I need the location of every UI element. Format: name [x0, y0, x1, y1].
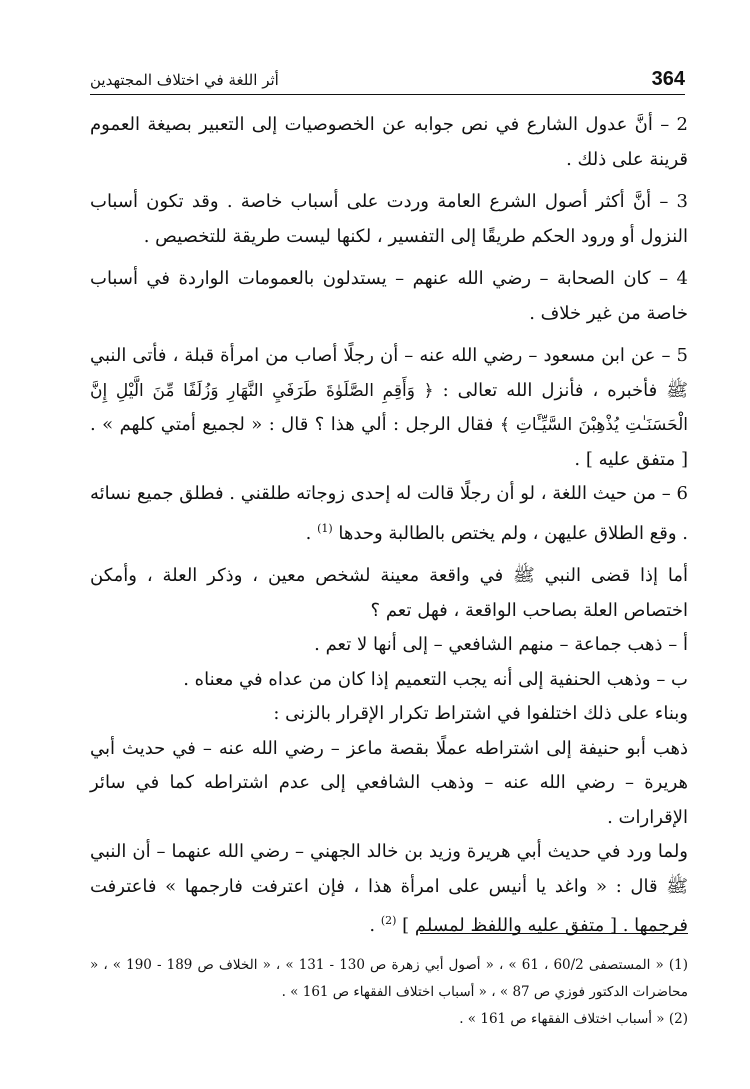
paragraph-point-6 [90, 477, 688, 551]
paragraph-hadith-text: ولما ورد في حديث أبي هريرة وزيد بن خالد الجهني – رضي الله عنهما – أن النبي ﷺ قال : « واغد يا أنيس على امرأة هذا ، فإن اعترفت فارجمها » فاعترفت فرجمها . [ متفق عليه واللفظ لمسلم ] [90, 841, 688, 936]
paragraph-point-5-intro: 5 – عن ابن مسعود – رضي الله عنه – أن رجلًا أصاب من امرأة قبلة ، فأتى النبي ﷺ فأخبره ، فأنزل الله تعالى : [90, 345, 688, 401]
main-text [90, 108, 688, 944]
paragraph-point-4: 4 – كان الصحابة – رضي الله عنهم – يستدلون بالعمومات الواردة في أسباب خاصة من غير خلاف . [90, 268, 688, 324]
paragraph-opinion-a: أ – ذهب جماعة – منهم الشافعي – إلى أنها لا تعم . [314, 634, 688, 655]
page-header [90, 66, 685, 95]
footnote-ref-2: (2) [380, 914, 397, 927]
paragraph-point-5 [90, 339, 688, 477]
paragraph-point-3: 3 – أنَّ أكثر أصول الشرع العامة وردت على أسباب خاصة . وقد تكون أسباب النزول أو ورود الحكم طريقًا إلى التفسير ، لكنها ليست طريقة للتخصيص . [90, 191, 688, 247]
paragraph-point-5-conclusion: فقال الرجل : ألي هذا ؟ قال : « لجميع أمتي كلهم » . [ متفق عليه ] . [90, 414, 688, 470]
footnote-1: (1) « المستصفى 60/2 ، 61 » ، « أصول أبي زهرة ص 130 - 131 » ، « الخلاف ص 189 - 190 » ، « محاضرات الدكتور فوزي ص 87 » ، « أسباب اختلاف الفقهاء ص 161 » . [90, 957, 688, 1000]
footnotes [90, 952, 688, 1033]
paragraph-point-6-end: . [305, 522, 318, 544]
paragraph-abu-hanifa: ذهب أبو حنيفة إلى اشتراطه عملًا بقصة ماعز – رضي الله عنه – في حديث أبي هريرة – رضي الله عنه – وذهب الشافعي إلى عدم اشتراطه كما في سائر الإقرارات . [90, 737, 689, 828]
footnote-separator [420, 933, 688, 934]
footnote-ref-1: (1) [317, 521, 333, 535]
paragraph-specific-case: أما إذا قضى النبي ﷺ في واقعة معينة لشخص معين ، وذكر العلة ، وأمكن اختصاص العلة بصاحب الواقعة ، فهل تعم ؟ [90, 565, 688, 621]
page-number: 364 [644, 66, 685, 92]
running-title: أثر اللغة في اختلاف المجتهدين [90, 68, 287, 92]
paragraph-consequence: وبناء على ذلك اختلفوا في اشتراط تكرار الإقرار بالزنى : [273, 703, 688, 724]
paragraph-hadith-end: . [369, 915, 381, 936]
paragraph-point-2: 2 – أنَّ عدول الشارع في نص جوابه عن الخصوصيات إلى التعبير بصيغة العموم قرينة على ذلك . [90, 114, 688, 170]
paragraph-point-6-text: 6 – من حيث اللغة ، لو أن رجلًا قالت له إحدى زوجاته طلقني . فطلق جميع نسائه . وقع الطلاق عليهن ، ولم يختص بالطالبة وحدها [90, 483, 688, 544]
quran-verse: ﴿ وَأَقِمِ الصَّلَوٰةَ طَرَفَيِ النَّهَارِ وَزُلَفًا مِّنَ الَّيْلِ إِنَّ الْحَسَنَـٰتِ يُذْهِبْنَ السَّيِّـَٔاتِ ﴾ [90, 380, 688, 435]
paragraph-hadith-unays [90, 835, 688, 944]
paragraph-opinion-b: ب – وذهب الحنفية إلى أنه يجب التعميم إذا كان من عداه في معناه . [183, 668, 688, 690]
footnote-2: (2) « أسباب اختلاف الفقهاء ص 161 » . [459, 1011, 688, 1027]
